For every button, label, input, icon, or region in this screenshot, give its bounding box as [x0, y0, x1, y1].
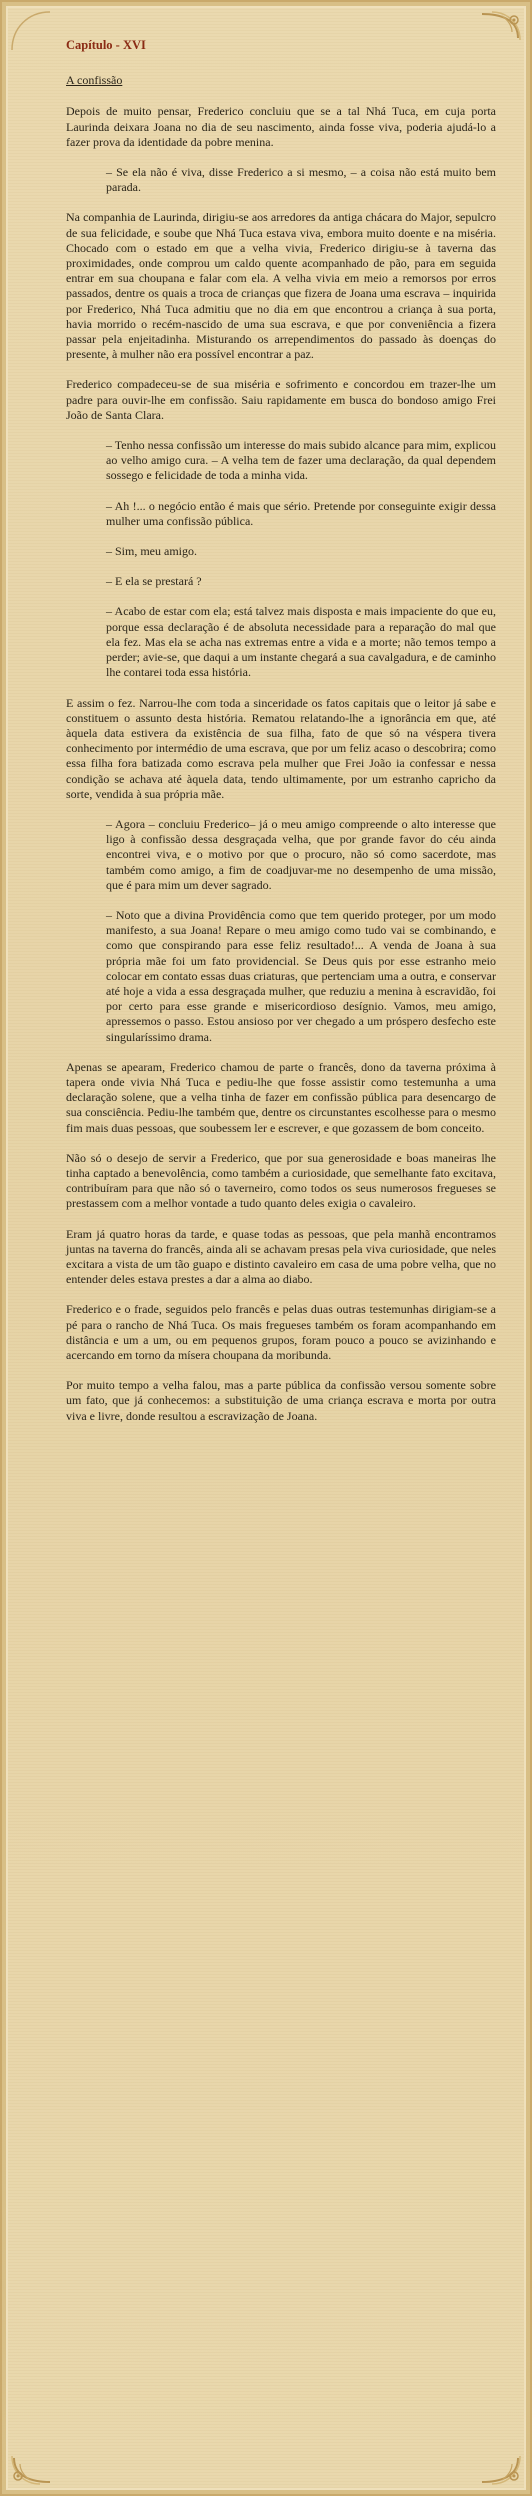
section-title: A confissão: [66, 73, 123, 88]
dialogue-paragraph: – Sim, meu amigo.: [106, 544, 197, 559]
chapter-content: [66, 38, 496, 1439]
dialogue-paragraph: – Tenho nessa confissão um interesse do mais subido alcance para mim, explicou ao velho amigo cura. – A velha tem de fazer uma declaração, da qual dependem sossego e felicidade de toda a minha vida.: [106, 438, 496, 483]
paragraph: Depois de muito pensar, Frederico concluiu que se a tal Nhá Tuca, em cuja porta Laurinda deixara Joana no dia de seu nascimento, ainda fosse viva, poderia ajudá-lo a fazer prova da identidade da pobre menina.: [66, 104, 496, 149]
paragraph: Apenas se apearam, Frederico chamou de parte o francês, dono da taverna próxima à tapera onde vivia Nhá Tuca e pediu-lhe que fosse assistir como testemunha a uma declaração solene, que a velha tinha de fazer em confissão pública para desencargo de sua consciência. Pediu-lhe também que, dentre os circunstantes escolhesse para o mesmo fim mais duas pessoas, que soubessem ler e escrever, e que gozassem de bom conceito.: [66, 1059, 496, 1135]
paragraph: Frederico compadeceu-se de sua miséria e sofrimento e concordou em trazer-lhe um padre para ouvir-lhe em confissão. Saiu rapidamente em busca do bondoso amigo Frei João de Santa Clara.: [66, 377, 496, 422]
corner-ornament-icon: [8, 8, 54, 54]
paragraph: E assim o fez. Narrou-lhe com toda a sinceridade os fatos capitais que o leitor já sabe e constituem o assunto desta história. Rematou relatando-lhe a ignorância em que, até àquela data estivera da existência de sua filha, fato de que só na véspera tivera conhecimento por intermédio de uma escrava, que por um feliz acaso o descobrira; como essa filha fora batizada como escrava pela mulher que Frei João ia confessar e nessa condição se achava até àquela data, tendo ultimamente, por um estranho capricho da sorte, vendida à sua própria mãe.: [66, 695, 496, 801]
dialogue-paragraph: – Acabo de estar com ela; está talvez mais disposta e mais impaciente do que eu, porque essa declaração é de absoluta necessidade para a reparação do mal que ela fez. Mas ela se acha nas extremas entre a vida e a morte; não temos tempo a perder; avie-se, que daqui a um instante chegará a sua cavalgadura, e de caminho lhe contarei toda essa história.: [106, 604, 496, 680]
chapter-title: Capítulo - XVI: [66, 38, 146, 52]
corner-ornament-icon: [8, 2442, 54, 2488]
dialogue-paragraph: – Ah !... o negócio então é mais que sério. Pretende por conseguinte exigir dessa mulher uma confissão pública.: [106, 498, 496, 528]
dialogue-paragraph: – E ela se prestará ?: [106, 574, 202, 589]
paragraph: Na companhia de Laurinda, dirigiu-se aos arredores da antiga chácara do Major, sepulcro de sua felicidade, e soube que Nhá Tuca estava viva, embora muito doente e na miséria. Chocado com o estado em que a velha vivia, Frederico dirigiu-se à taverna das proximidades, onde comprou um caldo quente acompanhado de pão, para em seguida entrar em sua choupana e falar com ela. A velha vivia em meio a remorsos por erros passados, dentre os quais a troca de crianças que fizera de Joana uma escrava – inquirida por Frederico, Nhá Tuca admitiu que no dia em que encontrou a criança à sua porta, havia morrido o recém-nascido de uma sua escrava, e que por conveniência a fizera passar pela enjeitadinha. Misturando os arrependimentos do passado às doenças do presente, à mulher não era possível encontrar a paz.: [66, 210, 496, 362]
dialogue-paragraph: – Agora – concluiu Frederico– já o meu amigo compreende o alto interesse que ligo à confissão dessa desgraçada velha, que por grande favor do céu ainda encontrei viva, e o motivo por que o procuro, não só como sacerdote, mas também como amigo, a fim de coadjuvar-me no desempenho de uma missão, que é para mim um dever sagrado.: [106, 816, 496, 892]
corner-ornament-icon: [478, 2442, 524, 2488]
dialogue-paragraph: – Se ela não é viva, disse Frederico a si mesmo, – a coisa não está muito bem parada.: [106, 165, 496, 195]
paragraph: Não só o desejo de servir a Frederico, que por sua generosidade e boas maneiras lhe tinha captado a benevolência, como também a curiosidade, que semelhante fato excitava, contribuíram para que não só o taverneiro, como todos os seus numerosos fregueses se prestassem com a melhor vontade a tudo quanto deles exigia o cavaleiro.: [66, 1150, 496, 1211]
paragraph: Por muito tempo a velha falou, mas a parte pública da confissão versou somente sobre um fato, que já conhecemos: a substituição de uma criança escrava e morta por outra viva e livre, donde resultou a escravização de Joana.: [66, 1378, 496, 1423]
dialogue-paragraph: – Noto que a divina Providência como que tem querido proteger, por um modo manifesto, a sua Joana! Repare o meu amigo como tudo vai se combinando, e como que conspirando para esse feliz resultado!... A venda de Joana à sua própria mãe foi um fato providencial. Se Deus quis por esse estranho meio colocar em contato essas duas criaturas, que pertenciam uma a outra, e conservar até hoje a vida a essa desgraçada mulher, que reduziu a menina à escravidão, foi por certo para esse grande e misericordioso desígnio. Vamos, meu amigo, apressemos o passo. Estou ansioso por ver chegado a um próspero desfecho este singularíssimo drama.: [106, 907, 496, 1044]
paragraph: Frederico e o frade, seguidos pelo francês e pelas duas outras testemunhas dirigiam-se a pé para o rancho de Nhá Tuca. Os mais fregueses também os foram acompanhando em distância e um a um, ou em pequenos grupos, foram pouco a pouco se avizinhando e acercando em torno da mísera choupana da moribunda.: [66, 1302, 496, 1363]
paragraph: Eram já quatro horas da tarde, e quase todas as pessoas, que pela manhã encontramos juntas na taverna do francês, ainda ali se achavam presas pela viva curiosidade, que neles excitara a vista de um tão guapo e distinto cavaleiro em casa de uma pobre velha, que no entender deles estava prestes a dar a alma ao diabo.: [66, 1226, 496, 1287]
